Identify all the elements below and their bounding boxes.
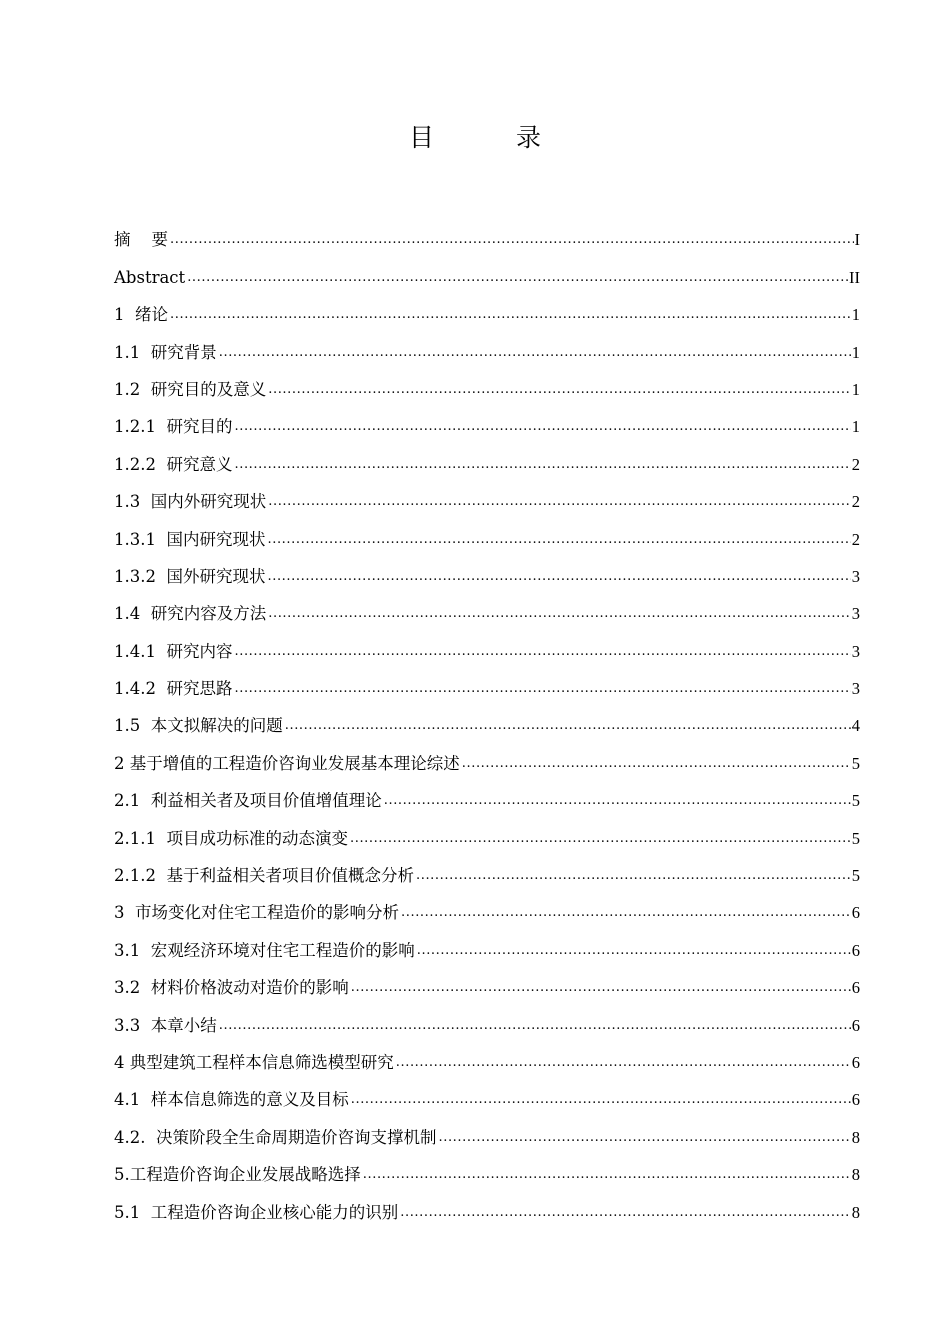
toc-entry-page: 5 — [851, 828, 860, 848]
toc-entry-label: 3.3 本章小结 — [114, 1015, 217, 1035]
toc-entry-label: 3 市场变化对住宅工程造价的影响分析 — [114, 903, 399, 923]
toc-entry-page: 6 — [851, 1090, 860, 1110]
toc-entry-page: 8 — [851, 1165, 860, 1185]
toc-entry[interactable] — [114, 887, 860, 924]
toc-entry-label: 2.1.1 项目成功标准的动态演变 — [114, 828, 348, 848]
toc-entry-label: 2.1.2 基于利益相关者项目价值概念分析 — [114, 866, 414, 886]
toc-entry-label: 摘 要 — [114, 230, 168, 250]
toc-entry-page: 6 — [851, 1015, 860, 1035]
toc-entry-label: 3.2 材料价格波动对造价的影响 — [114, 978, 349, 998]
toc-entry-label: Abstract — [114, 267, 186, 287]
toc-entry[interactable] — [114, 663, 860, 700]
toc-entry[interactable] — [114, 924, 860, 961]
toc-entry[interactable] — [114, 251, 860, 288]
toc-entry-page: I — [854, 230, 860, 250]
toc-entry-label: 1 绪论 — [114, 305, 168, 325]
toc-leader-dots — [384, 790, 851, 812]
toc-entry[interactable] — [114, 737, 860, 774]
toc-entry-label: 4 典型建筑工程样本信息筛选模型研究 — [114, 1052, 394, 1072]
toc-leader-dots — [268, 379, 851, 401]
toc-entry-label: 1.4.1 研究内容 — [114, 641, 233, 661]
toc-leader-dots — [219, 1015, 851, 1037]
toc-entry-label: 3.1 宏观经济环境对住宅工程造价的影响 — [114, 940, 415, 960]
toc-entry-label: 1.3 国内外研究现状 — [114, 492, 267, 512]
table-of-contents — [114, 214, 860, 1224]
toc-entry-page: 4 — [851, 716, 860, 736]
toc-entry[interactable] — [114, 625, 860, 662]
toc-entry-label: 1.3.2 国外研究现状 — [114, 566, 266, 586]
toc-leader-dots — [285, 715, 851, 737]
toc-entry-page: 2 — [851, 492, 860, 512]
toc-leader-dots — [462, 753, 851, 775]
toc-entry-page: 3 — [851, 566, 860, 586]
toc-entry-label: 1.1 研究背景 — [114, 342, 217, 362]
toc-entry-page: 5 — [851, 791, 860, 811]
toc-entry-page: 8 — [851, 1127, 860, 1147]
toc-entry[interactable] — [114, 588, 860, 625]
toc-leader-dots — [170, 304, 851, 326]
toc-entry[interactable] — [114, 1111, 860, 1148]
toc-entry-label: 1.2 研究目的及意义 — [114, 379, 267, 399]
toc-entry[interactable] — [114, 214, 860, 251]
toc-leader-dots — [267, 566, 850, 588]
toc-entry[interactable] — [114, 1037, 860, 1074]
toc-entry-page: 6 — [851, 903, 860, 923]
toc-entry-label: 4.2. 决策阶段全生命周期造价咨询支撑机制 — [114, 1127, 437, 1147]
toc-leader-dots — [234, 454, 850, 476]
toc-leader-dots — [438, 1127, 850, 1149]
toc-entry-label: 5.1 工程造价咨询企业核心能力的识别 — [114, 1202, 399, 1222]
toc-entry[interactable] — [114, 1186, 860, 1223]
toc-leader-dots — [170, 229, 854, 251]
toc-leader-dots — [400, 1202, 851, 1224]
toc-entry[interactable] — [114, 289, 860, 326]
toc-entry[interactable] — [114, 700, 860, 737]
toc-entry-label: 5.工程造价咨询企业发展战略选择 — [114, 1165, 361, 1185]
toc-entry-label: 1.2.1 研究目的 — [114, 417, 233, 437]
toc-entry-page: 6 — [851, 978, 860, 998]
toc-entry[interactable] — [114, 1074, 860, 1111]
toc-entry[interactable] — [114, 401, 860, 438]
toc-entry[interactable] — [114, 364, 860, 401]
toc-entry-page: 6 — [851, 940, 860, 960]
toc-entry[interactable] — [114, 775, 860, 812]
toc-entry-label: 4.1 样本信息筛选的意义及目标 — [114, 1090, 349, 1110]
toc-entry[interactable] — [114, 1149, 860, 1186]
toc-leader-dots — [268, 603, 851, 625]
toc-entry-label: 1.4 研究内容及方法 — [114, 604, 267, 624]
toc-entry-label: 1.5 本文拟解决的问题 — [114, 716, 283, 736]
toc-entry-page: 3 — [851, 641, 860, 661]
toc-entry-page: II — [849, 267, 860, 287]
toc-leader-dots — [234, 678, 850, 700]
toc-entry[interactable] — [114, 326, 860, 363]
toc-entry-label: 2.1 利益相关者及项目价值增值理论 — [114, 791, 382, 811]
toc-entry-page: 5 — [851, 866, 860, 886]
toc-leader-dots — [417, 940, 851, 962]
toc-leader-dots — [350, 828, 851, 850]
toc-leader-dots — [401, 902, 851, 924]
toc-title: 目 录 — [409, 123, 563, 152]
toc-leader-dots — [267, 529, 850, 551]
toc-entry-page: 3 — [851, 679, 860, 699]
toc-leader-dots — [416, 865, 851, 887]
toc-leader-dots — [396, 1052, 851, 1074]
toc-leader-dots — [187, 267, 848, 289]
toc-entry-page: 3 — [851, 604, 860, 624]
toc-entry-page: 6 — [851, 1052, 860, 1072]
toc-entry[interactable] — [114, 999, 860, 1036]
toc-entry-label: 2 基于增值的工程造价咨询业发展基本理论综述 — [114, 753, 460, 773]
toc-entry[interactable] — [114, 962, 860, 999]
toc-leader-dots — [351, 1089, 851, 1111]
toc-leader-dots — [351, 977, 851, 999]
toc-entry-page: 1 — [851, 342, 860, 362]
toc-leader-dots — [363, 1164, 851, 1186]
toc-leader-dots — [268, 491, 851, 513]
toc-leader-dots — [234, 641, 850, 663]
toc-entry-label: 1.2.2 研究意义 — [114, 454, 233, 474]
toc-entry[interactable] — [114, 551, 860, 588]
toc-entry[interactable] — [114, 438, 860, 475]
toc-entry-page: 2 — [851, 454, 860, 474]
toc-entry-page: 5 — [851, 753, 860, 773]
toc-entry-page: 2 — [851, 529, 860, 549]
toc-entry-page: 1 — [851, 305, 860, 325]
toc-entry[interactable] — [114, 812, 860, 849]
toc-leader-dots — [234, 416, 850, 438]
toc-entry-label: 1.4.2 研究思路 — [114, 679, 233, 699]
toc-entry-page: 8 — [851, 1202, 860, 1222]
toc-entry[interactable] — [114, 513, 860, 550]
toc-entry[interactable] — [114, 850, 860, 887]
toc-entry-page: 1 — [851, 379, 860, 399]
toc-entry[interactable] — [114, 476, 860, 513]
toc-entry-label: 1.3.1 国内研究现状 — [114, 529, 266, 549]
toc-entry-page: 1 — [851, 417, 860, 437]
toc-leader-dots — [219, 342, 851, 364]
